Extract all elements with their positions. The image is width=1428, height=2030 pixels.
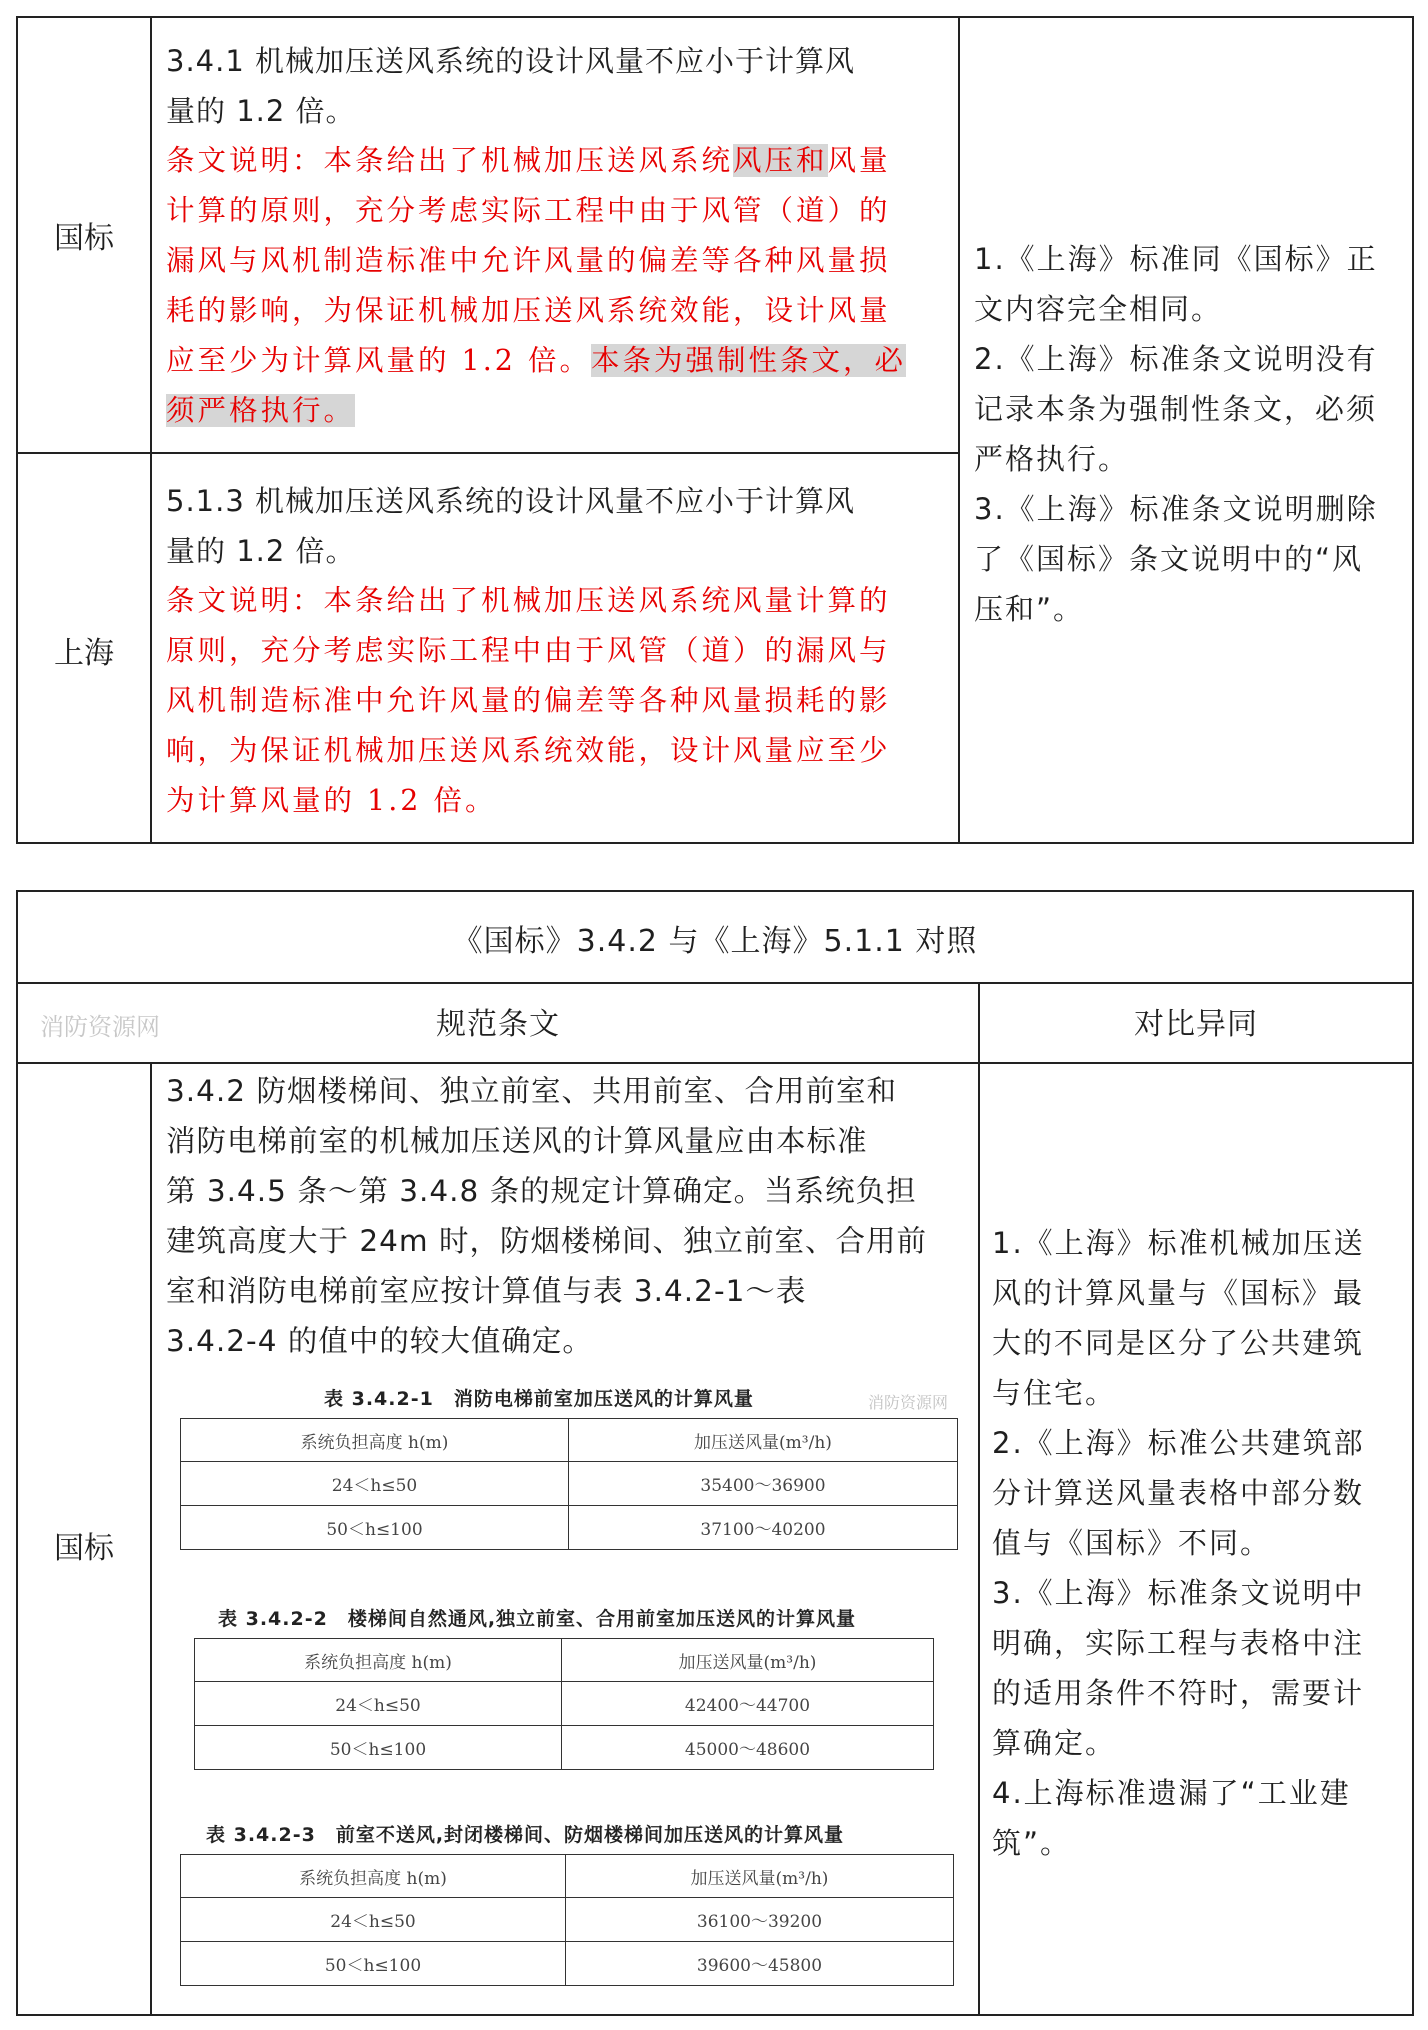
highlighted-segment: 须严格执行。	[166, 394, 356, 427]
table-row	[195, 1682, 934, 1726]
table-row	[181, 1898, 954, 1942]
sh-clause-text	[166, 476, 956, 576]
clause-line: 消防电梯前室的机械加压送风的计算风量应由本标准	[166, 1124, 868, 1158]
table-row	[181, 1942, 954, 1986]
block1-compare-text	[974, 234, 1410, 634]
table-header-cell: 系统负担高度 h(m)	[181, 1419, 569, 1462]
explanation-line: 响，为保证机械加压送风系统效能，设计风量应至少	[166, 734, 891, 767]
compare-line: 算确定。	[992, 1726, 1117, 1760]
subtable-3-4-2-1	[180, 1418, 958, 1550]
compare-line: 2.《上海》标准条文说明没有	[974, 342, 1378, 376]
compare-line: 分计算送风量表格中部分数	[992, 1476, 1365, 1510]
compare-line: 大的不同是区分了公共建筑	[992, 1326, 1365, 1360]
table-cell: 50＜h≤100	[195, 1726, 562, 1770]
gb-clause-text	[166, 36, 956, 136]
explanation-line: 漏风与风机制造标准中允许风量的偏差等各种风量损	[166, 244, 891, 277]
compare-line: 压和”。	[974, 592, 1085, 626]
clause-line: 室和消防电梯前室应按计算值与表 3.4.2-1～表	[166, 1274, 807, 1308]
compare-line: 值与《国标》不同。	[992, 1526, 1272, 1560]
compare-line: 文内容完全相同。	[974, 292, 1223, 326]
watermark: 消防资源网	[868, 1393, 949, 1412]
table-title: 《国标》3.4.2 与《上海》5.1.1 对照	[452, 924, 978, 959]
column-header-clause: 规范条文	[436, 1007, 560, 1042]
table-row	[181, 1506, 958, 1550]
compare-line: 严格执行。	[974, 442, 1130, 476]
table-cell: 24＜h≤50	[181, 1898, 566, 1942]
highlighted-segment: 本条为强制性条文，必	[590, 344, 906, 377]
explanation-line: 原则，充分考虑实际工程中由于风管（道）的漏风与	[166, 634, 891, 667]
gb-explanation-text	[166, 136, 956, 436]
compare-line: 的适用条件不符时，需要计	[992, 1676, 1365, 1710]
table-header-cell: 加压送风量(m³/h)	[566, 1855, 954, 1898]
table-cell: 42400～44700	[562, 1682, 934, 1726]
table-header-cell: 加压送风量(m³/h)	[569, 1419, 958, 1462]
clause-line: 第 3.4.5 条～第 3.4.8 条的规定计算确定。当系统负担	[166, 1174, 917, 1208]
explanation-line: 为计算风量的 1.2 倍。	[166, 784, 497, 817]
table-cell: 24＜h≤50	[181, 1462, 569, 1506]
compare-line: 4.上海标准遗漏了“工业建	[992, 1776, 1351, 1810]
subtable-title: 表 3.4.2-2 楼梯间自然通风,独立前室、合用前室加压送风的计算风量	[218, 1608, 857, 1630]
compare-line: 1.《上海》标准机械加压送	[992, 1226, 1365, 1260]
compare-line: 与住宅。	[992, 1376, 1117, 1410]
subtable-3-4-2-3	[180, 1854, 954, 1986]
table-header-cell: 系统负担高度 h(m)	[195, 1639, 562, 1682]
compare-line: 3.《上海》标准条文说明中	[992, 1576, 1365, 1610]
table-row	[181, 1462, 958, 1506]
compare-line: 了《国标》条文说明中的“风	[974, 542, 1364, 576]
explanation-line: 计算的原则，充分考虑实际工程中由于风管（道）的	[166, 194, 891, 227]
table-cell: 35400～36900	[569, 1462, 958, 1506]
subtable-title: 表 3.4.2-1 消防电梯前室加压送风的计算风量	[324, 1388, 754, 1410]
table-cell: 50＜h≤100	[181, 1942, 566, 1986]
clause-line: 3.4.1 机械加压送风系统的设计风量不应小于计算风	[166, 44, 856, 78]
clause-line: 量的 1.2 倍。	[166, 94, 356, 128]
explanation-line	[166, 336, 956, 386]
clause-line: 3.4.2-4 的值中的较大值确定。	[166, 1324, 593, 1358]
highlighted-segment: 风压和	[733, 144, 828, 177]
table-cell: 36100～39200	[566, 1898, 954, 1942]
column-header-compare: 对比异同	[1134, 1007, 1258, 1042]
subtable-3-4-2-2	[194, 1638, 934, 1770]
compare-line: 风的计算风量与《国标》最	[992, 1276, 1365, 1310]
compare-line: 3.《上海》标准条文说明删除	[974, 492, 1378, 526]
sh-explanation-text	[166, 576, 956, 826]
explanation-line: 风机制造标准中允许风量的偏差等各种风量损耗的影	[166, 684, 891, 717]
gb-clause-text	[166, 1066, 976, 1366]
region-label-shanghai: 上海	[54, 636, 114, 671]
region-label-guobiao: 国标	[54, 221, 114, 256]
region-label-guobiao: 国标	[54, 1531, 114, 1566]
table-header-cell: 加压送风量(m³/h)	[562, 1639, 934, 1682]
clause-line: 建筑高度大于 24m 时，防烟楼梯间、独立前室、合用前	[166, 1224, 928, 1258]
explanation-line: 条文说明：本条给出了机械加压送风系统风量计算的	[166, 584, 891, 617]
table-row	[195, 1726, 934, 1770]
compare-line: 2.《上海》标准公共建筑部	[992, 1426, 1365, 1460]
compare-line: 1.《上海》标准同《国标》正	[974, 242, 1378, 276]
clause-line: 3.4.2 防烟楼梯间、独立前室、共用前室、合用前室和	[166, 1074, 897, 1108]
clause-line: 5.1.3 机械加压送风系统的设计风量不应小于计算风	[166, 484, 856, 518]
watermark: 消防资源网	[40, 1013, 160, 1041]
block2-compare-text	[992, 1218, 1410, 1868]
clause-line: 量的 1.2 倍。	[166, 534, 356, 568]
explanation-segment: 应至少为计算风量的 1.2 倍。	[166, 344, 591, 377]
table-cell: 37100～40200	[569, 1506, 958, 1550]
compare-line: 筑”。	[992, 1826, 1072, 1860]
table-cell: 50＜h≤100	[181, 1506, 569, 1550]
subtable-title: 表 3.4.2-3 前室不送风,封闭楼梯间、防烟楼梯间加压送风的计算风量	[206, 1824, 845, 1846]
table-cell: 39600～45800	[566, 1942, 954, 1986]
table-cell: 45000～48600	[562, 1726, 934, 1770]
explanation-line: 耗的影响，为保证机械加压送风系统效能，设计风量	[166, 294, 891, 327]
table-cell: 24＜h≤50	[195, 1682, 562, 1726]
explanation-line	[166, 386, 956, 436]
explanation-line	[166, 136, 956, 186]
table-header-cell: 系统负担高度 h(m)	[181, 1855, 566, 1898]
explanation-segment: 风量	[827, 144, 891, 177]
compare-line: 明确，实际工程与表格中注	[992, 1626, 1365, 1660]
compare-line: 记录本条为强制性条文，必须	[974, 392, 1378, 426]
explanation-segment: 条文说明：本条给出了机械加压送风系统	[166, 144, 734, 177]
